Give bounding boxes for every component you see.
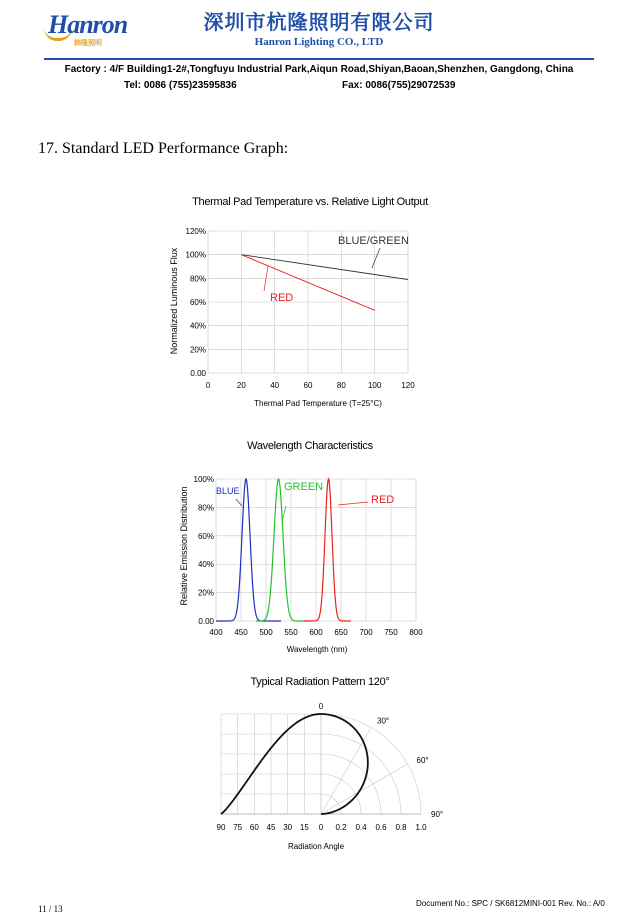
chart2-xlabel: Wavelength (nm) (286, 645, 348, 654)
chart2-legend-blue: BLUE (216, 486, 240, 496)
chart2-y-tick: 20% (197, 588, 214, 598)
company-name-cn: 深圳市杭隆照明有限公司 (203, 10, 435, 34)
wavelength-chart (172, 466, 432, 660)
page-number: 11 / 13 (38, 904, 63, 914)
chart1-xlabel: Thermal Pad Temperature (T=25°C) (254, 399, 382, 408)
chart1-legend-red: RED (270, 292, 294, 304)
chart3-angle-tick: 60° (416, 756, 429, 765)
document-number: Document No.: SPC / SK6812MINI-001 Rev. No.: A/0 (416, 899, 605, 908)
chart2-x-tick: 800 (409, 628, 423, 637)
chart2-x-tick: 550 (284, 628, 298, 637)
chart2-title: Wavelength Characteristics (247, 440, 373, 452)
chart1-y-tick: 0.00 (190, 369, 206, 378)
chart3-angle-tick: 90° (431, 810, 444, 819)
chart3-polar-ring (321, 754, 381, 814)
chart3-angle-tick: 30° (377, 716, 390, 726)
section-title: 17. Standard LED Performance Graph: (38, 140, 289, 157)
radiation-chart (200, 696, 444, 856)
chart2-green-pointer (282, 506, 286, 522)
chart2-series-0 (216, 479, 281, 621)
chart3-x-tick-left: 30 (283, 823, 293, 832)
chart2-y-tick: 100% (193, 475, 214, 484)
chart1-ylabel: Normalized Luminous Flux (169, 247, 179, 355)
chart3-polar-ray (321, 764, 408, 814)
chart2-legend-red: RED (371, 494, 395, 506)
chart2-x-tick: 700 (359, 628, 373, 637)
chart3-polar-ring (321, 734, 401, 814)
chart1-x-tick: 80 (336, 381, 346, 390)
chart2-x-tick: 400 (209, 628, 223, 637)
chart1-y-tick: 20% (189, 345, 206, 355)
chart3-title: Typical Radiation Pattern 120° (250, 676, 390, 688)
company-name-en: Hanron Lighting CO., LTD (254, 36, 384, 48)
chart3-x-tick-left: 90 (216, 823, 226, 832)
chart2-series-1 (256, 479, 306, 621)
chart1-y-tick: 100% (185, 250, 206, 260)
chart3-x-tick-left: 60 (249, 823, 259, 832)
chart3-polar-ring (321, 714, 421, 814)
chart3-x-tick-right: 0.6 (375, 823, 387, 832)
chart1-x-tick: 120 (401, 381, 415, 390)
chart2-legend-green: GREEN (284, 481, 324, 493)
fax: Fax: 0086(755)29072539 (342, 80, 456, 91)
logo-sub: 韩隆照明 (74, 40, 102, 47)
chart1-x-tick: 40 (270, 381, 280, 390)
chart1-y-tick: 80% (189, 274, 206, 284)
chart3-x-tick-right: 0.8 (395, 823, 407, 832)
logo-text: Hanron (48, 10, 128, 39)
chart3-polar-curve (321, 714, 368, 814)
chart2-red-pointer (338, 502, 368, 505)
chart3-x-tick-left: 45 (266, 823, 276, 832)
chart1-y-tick: 120% (185, 227, 206, 236)
chart1-y-tick: 40% (189, 321, 206, 331)
chart1-legend-bluegreen: BLUE/GREEN (338, 235, 409, 247)
chart3-x-tick-left: 0 (318, 823, 324, 832)
telephone: Tel: 0086 (755)23595836 (124, 80, 237, 91)
chart1-x-tick: 20 (236, 381, 246, 390)
chart1-x-tick: 0 (205, 381, 211, 390)
chart3-x-tick-right: 0.4 (355, 823, 367, 832)
chart2-ylabel: Relative Emission Distribution (179, 486, 189, 606)
chart2-series-2 (304, 479, 352, 621)
chart1-x-tick: 100 (367, 381, 382, 390)
chart2-y-tick: 60% (197, 531, 214, 541)
factory-address: Factory : 4/F Building1-2#,Tongfuyu Industrial Park,Aiqun Road,Shiyan,Baoan,Shenzhen, Gangdong, China (64, 64, 574, 75)
chart1-title: Thermal Pad Temperature vs. Relative Light Output (192, 196, 428, 208)
chart2-x-tick: 750 (384, 628, 398, 637)
thermal-chart (160, 216, 430, 414)
chart2-x-tick: 500 (259, 628, 273, 637)
chart3-x-tick-left: 75 (233, 823, 243, 832)
chart3-x-tick-right: 1.0 (415, 823, 427, 832)
chart2-x-tick: 650 (334, 628, 348, 637)
chart2-y-tick: 40% (197, 560, 214, 570)
chart3-angle-tick: 0 (318, 702, 324, 711)
chart2-x-tick: 600 (309, 628, 323, 637)
chart3-x-tick-left: 15 (299, 823, 309, 832)
chart2-y-tick: 0.00 (198, 617, 214, 626)
chart1-x-tick: 60 (303, 381, 313, 390)
chart3-x-tick-right: 0.2 (335, 823, 347, 832)
chart1-bluegreen-pointer (372, 248, 380, 268)
chart1-y-tick: 60% (189, 298, 206, 307)
chart2-y-tick: 80% (197, 503, 214, 513)
chart3-xlabel: Radiation Angle (287, 842, 345, 851)
chart2-x-tick: 450 (234, 628, 248, 637)
header-rule (44, 58, 594, 60)
